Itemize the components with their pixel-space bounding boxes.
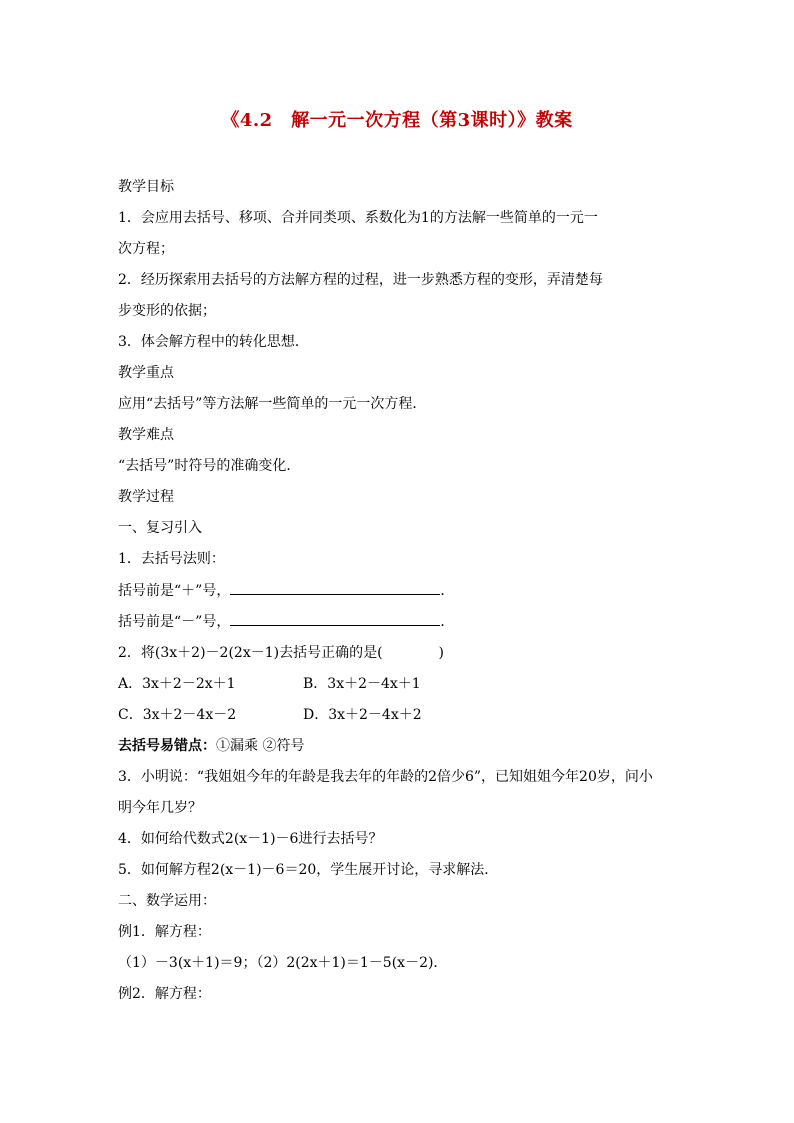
option-d: D．3x＋2－4x＋2: [303, 707, 422, 723]
question-4: 4．如何给代数式2(x－1)－6进行去括号？: [118, 831, 383, 847]
rule-heading: 1．去括号法则：: [118, 551, 225, 567]
example-1-heading: 例1．解方程：: [118, 924, 211, 940]
option-c: C．3x＋2－4x－2: [118, 707, 237, 723]
rule-minus: [118, 611, 454, 632]
fill-in-blank[interactable]: [230, 611, 440, 626]
rule-minus-end: ．: [440, 614, 455, 630]
goal-2-line-1: 2．经历探索用去括号的方法解方程的过程，进一步熟悉方程的变形，弄清楚每: [118, 272, 603, 288]
rule-plus-label: 括号前是“＋”号，: [118, 583, 231, 599]
question-5: 5．如何解方程2(x－1)－6＝20，学生展开讨论，寻求解法．: [118, 862, 499, 878]
error-points-text: ①漏乘 ②符号: [216, 738, 305, 754]
process-heading: 教学过程: [118, 489, 174, 505]
review-heading: 一、复习引入: [118, 520, 202, 536]
difficult-text: “去括号”时符号的准确变化．: [118, 458, 301, 474]
page-title: 《4.2 解一元一次方程（第3课时）》教案: [221, 110, 573, 131]
example-2-heading: 例2．解方程：: [118, 986, 211, 1002]
apply-heading: 二、数学运用：: [118, 893, 216, 909]
option-a: A．3x＋2－2x＋1: [118, 676, 236, 692]
question-3-line-2: 明今年几岁？: [118, 800, 202, 816]
goals-heading: 教学目标: [118, 179, 174, 195]
difficult-heading: 教学难点: [118, 427, 174, 443]
rule-plus: [118, 580, 454, 601]
options-row-2: [118, 705, 518, 725]
options-row-1: [118, 674, 518, 694]
question-3-line-1: 3．小明说：“我姐姐今年的年龄是我去年的年龄的2倍少6”，已知姐姐今年20岁，问小: [118, 769, 653, 785]
error-points-label: 去括号易错点：: [118, 738, 216, 754]
goal-1-line-2: 次方程；: [118, 241, 174, 257]
goal-1-line-1: 1．会应用去括号、移项、合并同类项、系数化为1的方法解一些简单的一元一: [118, 210, 598, 226]
question-2: 2．将(3x＋2)－2(2x－1)去括号正确的是( ): [118, 645, 445, 661]
rule-plus-end: ．: [440, 583, 455, 599]
goal-3: 3．体会解方程中的转化思想．: [118, 334, 309, 350]
key-text: 应用“去括号”等方法解一些简单的一元一次方程．: [118, 396, 427, 412]
key-heading: 教学重点: [118, 365, 174, 381]
goal-2-line-2: 步变形的依据；: [118, 303, 216, 319]
example-1-items: （1）－3(x＋1)＝9；（2）2(2x＋1)＝1－5(x－2)．: [118, 955, 448, 971]
rule-minus-label: 括号前是“－”号，: [118, 614, 231, 630]
option-b: B．3x＋2－4x＋1: [303, 676, 421, 692]
error-points: [118, 736, 304, 756]
fill-in-blank[interactable]: [230, 580, 440, 595]
